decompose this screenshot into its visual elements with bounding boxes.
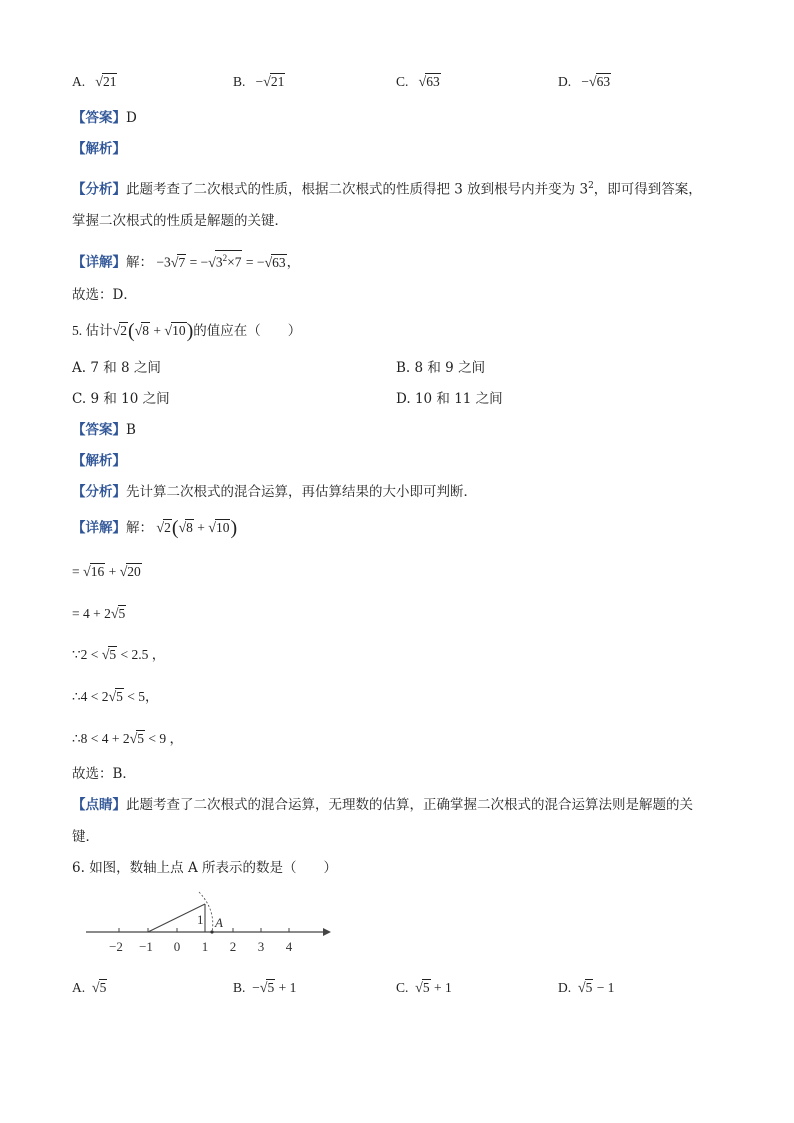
- q5-dianjing: 【点睛】此题考查了二次根式的混合运算，无理数的估算，正确掌握二次根式的混合运算法则是解题的关: [72, 797, 693, 813]
- q5-step5: ∴8 < 4 + 2√5 < 9 ，: [72, 731, 184, 747]
- tick-label: −1: [139, 939, 153, 954]
- tick-label: 3: [257, 939, 265, 954]
- q5-step3: ∵2 < √5 < 2.5 ，: [72, 647, 166, 663]
- q4-option-c: C. √63: [396, 74, 440, 90]
- tick-label: 1: [201, 939, 209, 954]
- q5-option-a: A. 7 和 8 之间: [72, 360, 161, 376]
- q4-answer: 【答案】D: [72, 110, 137, 126]
- q5-option-b: B. 8 和 9 之间: [396, 360, 486, 376]
- point-a-label: A: [215, 915, 223, 930]
- q5-option-d: D. 10 和 11 之间: [396, 391, 503, 407]
- q4-analysis-heading: 【解析】: [72, 141, 126, 157]
- q6-option-c: C. √5 + 1: [396, 980, 452, 996]
- q5-step2: = 4 + 2√5: [72, 606, 126, 622]
- q5-dianjing-line2: 键．: [72, 829, 99, 845]
- q5-step4: ∴4 < 2√5 < 5，: [72, 689, 159, 705]
- point-a: [210, 930, 213, 933]
- q4-xiangjie: 【详解】解： $-3√7 = -√3^2\times 7 = -√63$，: [72, 250, 300, 273]
- number-line-figure: [78, 888, 333, 960]
- side-label: 1: [197, 912, 204, 927]
- q4-fenxi-line2: 掌握二次根式的性质是解题的关键．: [72, 213, 288, 229]
- q4-option-b: B. −√21: [233, 74, 285, 90]
- q5-answer: 【答案】B: [72, 422, 136, 438]
- q4-option-a: A. √21: [72, 74, 117, 90]
- q5-choose: 故选：B．: [72, 766, 136, 782]
- tick-label: 0: [173, 939, 181, 954]
- q5-step1: = √16 + √20: [72, 564, 141, 580]
- q5-analysis-heading: 【解析】: [72, 453, 126, 469]
- q4-fenxi: 【分析】此题考查了二次根式的性质，根据二次根式的性质得把 3 放到根号内并变为 $3^2$，即可得到答案，: [72, 181, 702, 198]
- answer-tag: 【答案】: [72, 110, 126, 126]
- axis-arrow: [323, 928, 331, 936]
- tick-label: 2: [229, 939, 237, 954]
- q4-choose: 故选：D．: [72, 287, 137, 303]
- q6-stem: 6. 如图，数轴上点 A 所表示的数是（ ）: [72, 860, 338, 876]
- q5-option-c: C. 9 和 10 之间: [72, 391, 170, 407]
- q6-option-a: A. √5: [72, 980, 107, 996]
- q6-option-d: D. √5 − 1: [558, 980, 615, 996]
- q5-xiangjie: 【详解】解： √2(√8 + √10): [72, 517, 238, 539]
- q4-option-d: D. −√63: [558, 74, 611, 90]
- q5-fenxi: 【分析】先计算二次根式的混合运算，再估算结果的大小即可判断．: [72, 484, 477, 500]
- q6-option-b: B. −√5 + 1: [233, 980, 297, 996]
- tick-label: −2: [109, 939, 123, 954]
- q5-stem: 5. 估计√2(√8 + √10)的值应在（ ）: [72, 320, 302, 342]
- tick-label: 4: [285, 939, 293, 954]
